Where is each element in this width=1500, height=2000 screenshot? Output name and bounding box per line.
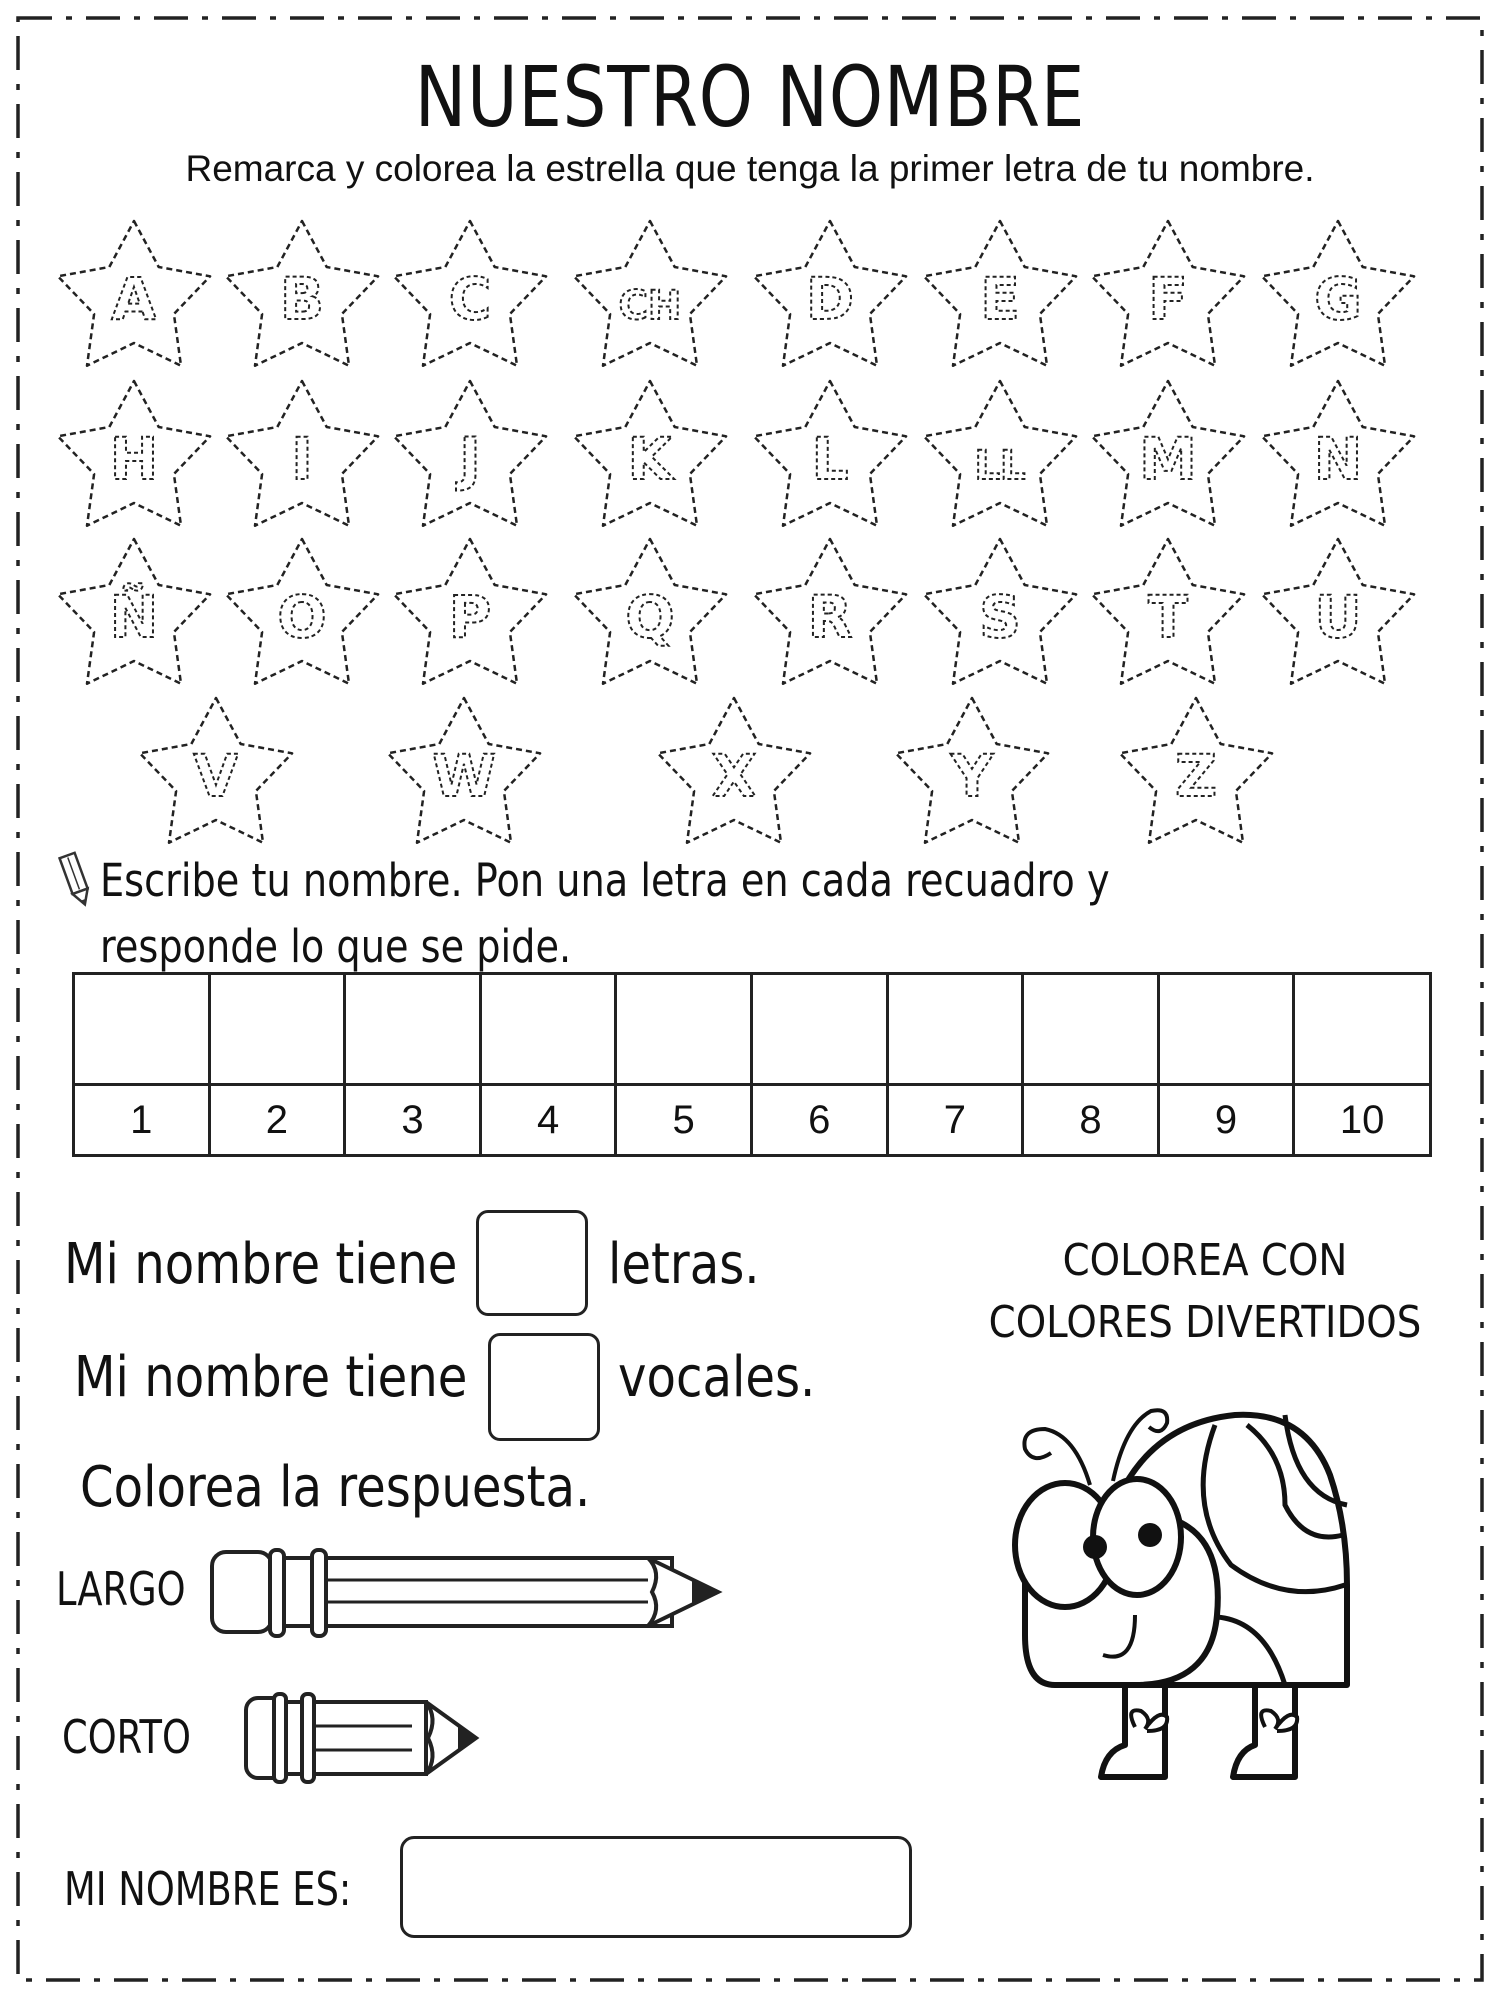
star-letter-x[interactable] xyxy=(658,698,810,843)
letter-box[interactable] xyxy=(616,974,752,1085)
name-letter-grid xyxy=(72,972,1432,1157)
box-number: 2 xyxy=(209,1085,345,1156)
letter-box[interactable] xyxy=(1294,974,1431,1085)
coloring-title-line2: COLORES DIVERTIDOS xyxy=(988,1297,1422,1348)
star-letter-q[interactable] xyxy=(574,539,726,684)
star-letter-n[interactable] xyxy=(1262,381,1414,526)
grid-instruction: Escribe tu nombre. Pon una letra en cada recuadro y responde lo que se pide. xyxy=(100,854,1110,973)
color-answer-instruction: Colorea la respuesta. xyxy=(80,1455,591,1520)
star-letter-label: A xyxy=(111,265,157,333)
star-letter-label: S xyxy=(979,583,1021,651)
name-label: MI NOMBRE ES: xyxy=(64,1862,352,1916)
star-letter-label: M xyxy=(1139,425,1197,493)
star-letter-j[interactable] xyxy=(394,381,546,526)
vowels-question-suffix: vocales. xyxy=(618,1345,816,1410)
letter-box[interactable] xyxy=(1023,974,1159,1085)
star-letter-m[interactable] xyxy=(1092,381,1244,526)
pencil-icon xyxy=(58,850,94,910)
star-letter-t[interactable] xyxy=(1092,539,1244,684)
star-letter-label: C xyxy=(448,265,492,333)
star-letter-label: L xyxy=(811,425,849,493)
box-number: 9 xyxy=(1158,1085,1294,1156)
letter-box[interactable] xyxy=(751,974,887,1085)
box-number: 7 xyxy=(887,1085,1023,1156)
letter-box[interactable] xyxy=(345,974,481,1085)
long-label: LARGO xyxy=(56,1562,186,1616)
star-letter-k[interactable] xyxy=(574,381,726,526)
star-letter-u[interactable] xyxy=(1262,539,1414,684)
page-title: NUESTRO NOMBRE xyxy=(414,48,1086,146)
star-letter-label: E xyxy=(980,265,1020,333)
coloring-title xyxy=(972,1230,1438,1354)
star-letter-i[interactable] xyxy=(226,381,378,526)
star-letter-s[interactable] xyxy=(924,539,1076,684)
coloring-title-line1: COLOREA CON xyxy=(1062,1235,1348,1286)
star-letter-label: LL xyxy=(974,443,1026,489)
letter-box[interactable] xyxy=(209,974,345,1085)
star-letter-label: CH xyxy=(618,283,682,329)
star-letter-label: R xyxy=(807,583,853,651)
star-letter-label: X xyxy=(711,742,757,810)
star-letter-ñ[interactable] xyxy=(58,539,210,684)
letter-box[interactable] xyxy=(480,974,616,1085)
star-letter-ll[interactable] xyxy=(924,381,1076,526)
star-letter-label: U xyxy=(1314,583,1362,651)
star-letter-r[interactable] xyxy=(754,539,906,684)
star-letter-label: I xyxy=(291,425,313,493)
star-letter-label: K xyxy=(627,425,673,493)
letters-count-box[interactable] xyxy=(476,1210,588,1316)
letters-question-prefix: Mi nombre tiene xyxy=(64,1232,458,1297)
star-letter-label: H xyxy=(109,425,159,493)
star-letter-label: G xyxy=(1314,265,1362,333)
star-letter-w[interactable] xyxy=(388,698,540,843)
star-letter-ch[interactable] xyxy=(574,221,726,366)
star-letter-d[interactable] xyxy=(754,221,906,366)
box-number: 4 xyxy=(480,1085,616,1156)
box-number: 8 xyxy=(1023,1085,1159,1156)
star-letter-h[interactable] xyxy=(58,381,210,526)
box-number: 5 xyxy=(616,1085,752,1156)
letter-box[interactable] xyxy=(887,974,1023,1085)
page-subtitle: Remarca y colorea la estrella que tenga la primer letra de tu nombre. xyxy=(185,148,1315,189)
star-letter-label: N xyxy=(1313,425,1363,493)
star-letter-y[interactable] xyxy=(896,698,1048,843)
star-letter-label: B xyxy=(279,265,325,333)
star-letter-label: Y xyxy=(951,742,993,810)
star-letter-label: F xyxy=(1148,265,1188,333)
short-pencil[interactable] xyxy=(242,1692,482,1784)
star-letter-label: W xyxy=(432,742,496,810)
vowels-question-prefix: Mi nombre tiene xyxy=(74,1345,468,1410)
box-number: 6 xyxy=(751,1085,887,1156)
letter-box[interactable] xyxy=(1158,974,1294,1085)
star-letter-e[interactable] xyxy=(924,221,1076,366)
star-letter-c[interactable] xyxy=(394,221,546,366)
star-letter-g[interactable] xyxy=(1262,221,1414,366)
star-letter-l[interactable] xyxy=(754,381,906,526)
star-letter-label: T xyxy=(1148,583,1188,651)
name-answer-box[interactable] xyxy=(400,1836,912,1938)
star-letter-f[interactable] xyxy=(1092,221,1244,366)
box-number: 10 xyxy=(1294,1085,1431,1156)
star-letter-label: J xyxy=(459,425,481,493)
star-letter-label: Z xyxy=(1174,742,1218,810)
star-letter-o[interactable] xyxy=(226,539,378,684)
turtle-coloring-image[interactable] xyxy=(985,1385,1405,1785)
letters-question-suffix: letras. xyxy=(608,1232,760,1297)
star-letter-b[interactable] xyxy=(226,221,378,366)
box-number: 1 xyxy=(74,1085,210,1156)
letter-box[interactable] xyxy=(74,974,210,1085)
star-letter-a[interactable] xyxy=(58,221,210,366)
star-letter-label: O xyxy=(277,583,327,651)
star-letter-label: Q xyxy=(625,583,675,651)
long-pencil[interactable] xyxy=(208,1548,728,1638)
star-letter-z[interactable] xyxy=(1120,698,1272,843)
box-number: 3 xyxy=(345,1085,481,1156)
star-letter-label: P xyxy=(448,583,492,651)
star-letter-p[interactable] xyxy=(394,539,546,684)
vowels-count-box[interactable] xyxy=(488,1333,600,1441)
star-letter-label: Ñ xyxy=(109,583,159,651)
short-label: CORTO xyxy=(62,1710,191,1764)
star-letter-label: V xyxy=(193,742,239,810)
star-letter-v[interactable] xyxy=(140,698,292,843)
star-letter-label: D xyxy=(805,265,855,333)
